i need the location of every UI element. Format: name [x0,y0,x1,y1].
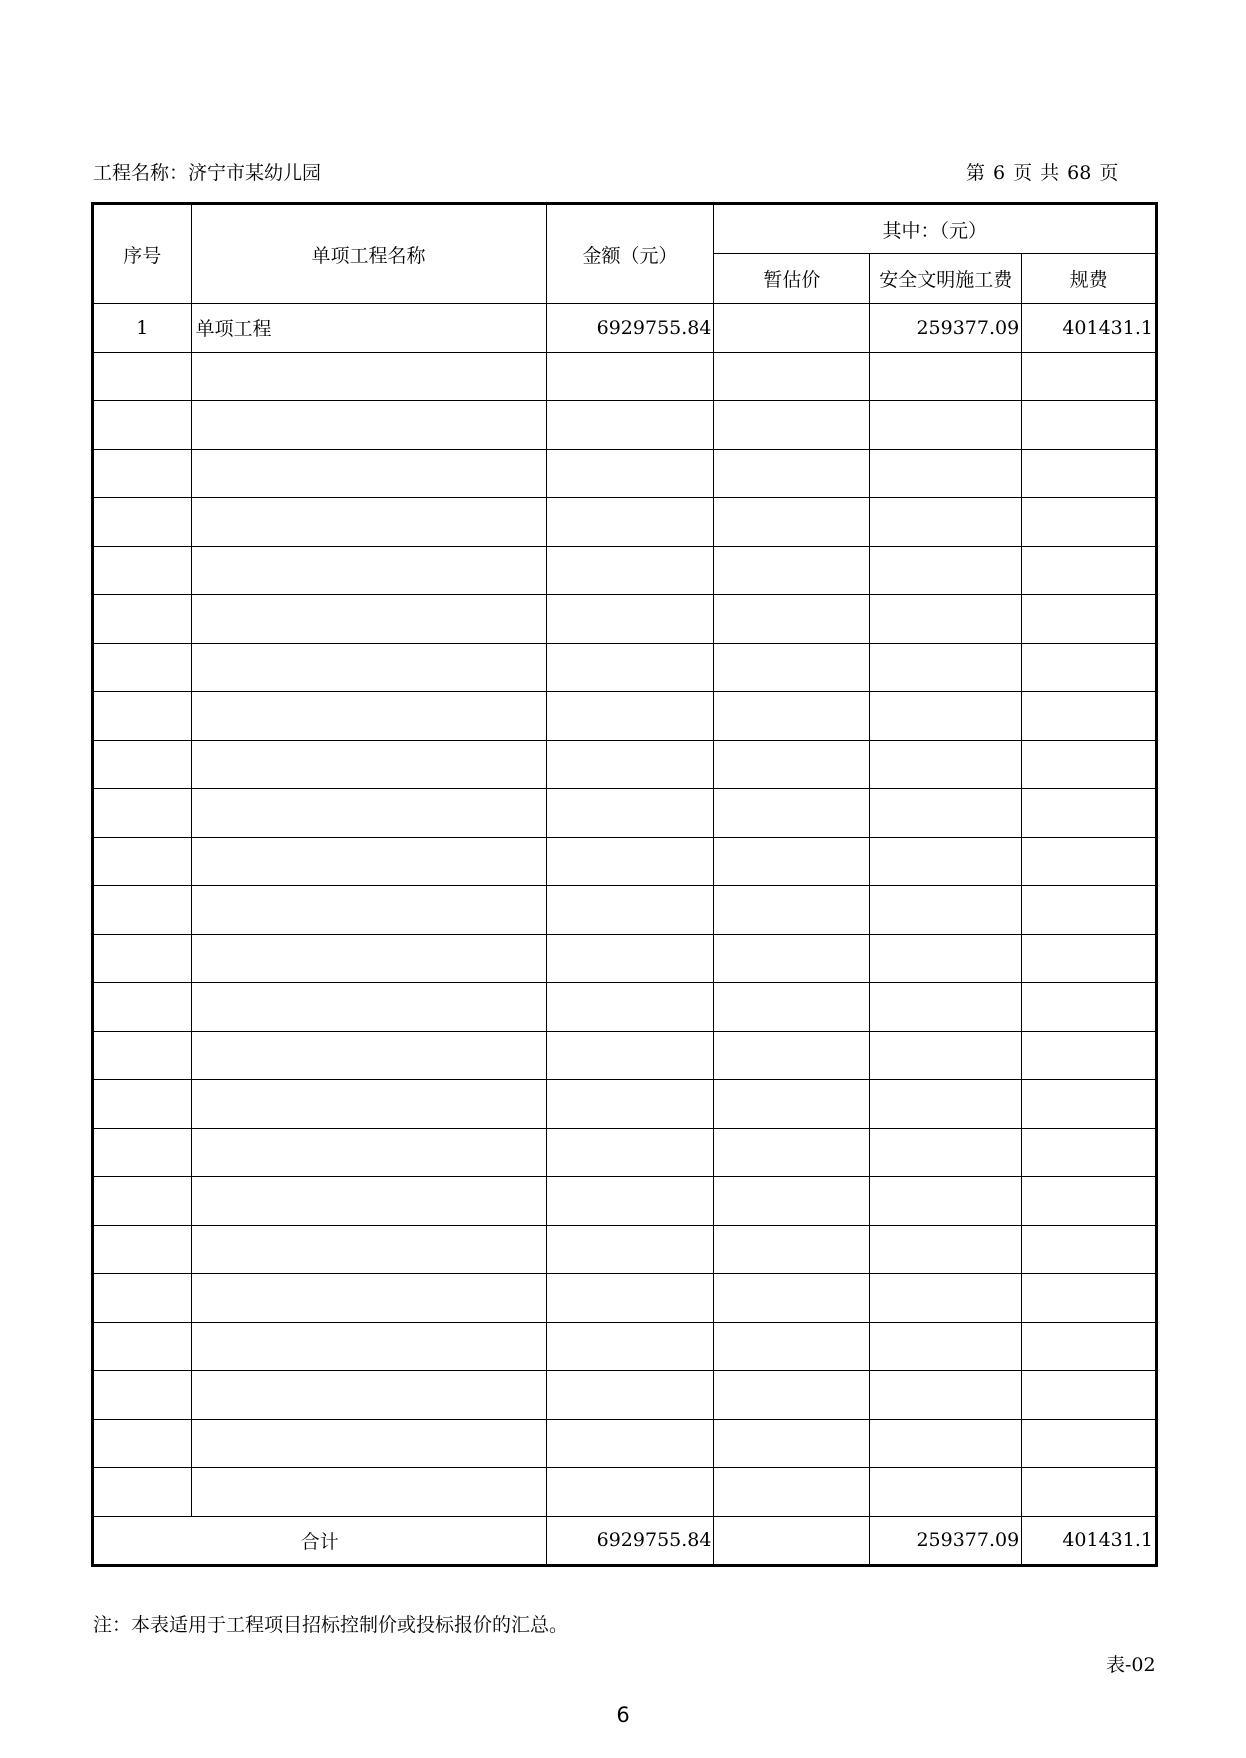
empty-cell [546,837,714,886]
empty-cell [191,1080,546,1129]
empty-cell [1022,983,1157,1032]
empty-cell [93,1128,192,1177]
empty-cell [191,1128,546,1177]
empty-cell [870,1322,1022,1371]
col-header-provisional: 暂估价 [714,254,870,304]
empty-cell [93,934,192,983]
empty-row [93,1468,1157,1517]
empty-cell [714,886,870,935]
empty-cell [191,837,546,886]
col-header-index: 序号 [93,204,192,304]
row-safety: 259377.09 [870,304,1022,353]
empty-cell [1022,1128,1157,1177]
empty-cell [714,934,870,983]
empty-cell [1022,934,1157,983]
empty-cell [714,352,870,401]
empty-cell [191,401,546,450]
empty-cell [191,1031,546,1080]
empty-cell [191,692,546,741]
empty-cell [1022,352,1157,401]
empty-cell [191,1274,546,1323]
empty-cell [546,1080,714,1129]
col-header-amount: 金额（元） [546,204,714,304]
empty-cell [1022,595,1157,644]
empty-cell [191,1419,546,1468]
empty-cell [714,1031,870,1080]
empty-cell [1022,1225,1157,1274]
empty-row [93,1031,1157,1080]
empty-cell [191,546,546,595]
empty-cell [546,595,714,644]
empty-cell [546,983,714,1032]
empty-cell [714,1274,870,1323]
empty-cell [714,1128,870,1177]
empty-row [93,643,1157,692]
empty-cell [191,983,546,1032]
empty-cell [870,1128,1022,1177]
empty-row [93,1177,1157,1226]
empty-cell [1022,401,1157,450]
empty-cell [1022,789,1157,838]
page-indicator [966,158,1126,185]
empty-row [93,352,1157,401]
empty-row [93,886,1157,935]
row-provisional [714,304,870,353]
total-row [93,1516,1157,1566]
empty-row [93,837,1157,886]
form-number: 表-02 [1106,1654,1156,1676]
page-suffix: 页 [1099,162,1119,184]
empty-cell [93,498,192,547]
empty-cell [546,740,714,789]
empty-cell [93,789,192,838]
empty-cell [870,352,1022,401]
empty-cell [191,789,546,838]
empty-cell [1022,449,1157,498]
empty-cell [546,1031,714,1080]
empty-cell [546,352,714,401]
empty-cell [1022,546,1157,595]
empty-cell [714,1371,870,1420]
empty-row [93,498,1157,547]
empty-cell [546,498,714,547]
empty-cell [714,837,870,886]
empty-row [93,1274,1157,1323]
empty-cell [1022,837,1157,886]
empty-cell [191,886,546,935]
empty-cell [714,401,870,450]
empty-cell [546,1128,714,1177]
empty-cell [93,1031,192,1080]
empty-cell [1022,1274,1157,1323]
empty-cell [546,1274,714,1323]
empty-row [93,1419,1157,1468]
empty-cell [546,401,714,450]
empty-cell [714,692,870,741]
empty-cell [93,886,192,935]
empty-cell [93,352,192,401]
empty-cell [191,449,546,498]
empty-cell [1022,692,1157,741]
empty-cell [191,1322,546,1371]
empty-cell [191,1225,546,1274]
total-amount: 6929755.84 [546,1516,714,1566]
empty-cell [870,1177,1022,1226]
empty-cell [714,1080,870,1129]
empty-cell [546,886,714,935]
col-header-fees: 规费 [1022,254,1157,304]
empty-cell [546,1177,714,1226]
empty-cell [93,1177,192,1226]
empty-cell [870,886,1022,935]
empty-cell [870,740,1022,789]
empty-cell [191,643,546,692]
empty-row [93,740,1157,789]
empty-row [93,401,1157,450]
empty-cell [1022,498,1157,547]
empty-cell [546,692,714,741]
empty-cell [714,983,870,1032]
empty-cell [870,692,1022,741]
empty-cell [870,1419,1022,1468]
empty-cell [93,546,192,595]
empty-cell [191,740,546,789]
total-provisional [714,1516,870,1566]
empty-row [93,1128,1157,1177]
empty-cell [1022,643,1157,692]
empty-cell [93,643,192,692]
empty-cell [714,1468,870,1517]
empty-cell [870,934,1022,983]
empty-cell [93,1468,192,1517]
empty-cell [191,352,546,401]
empty-cell [546,449,714,498]
empty-cell [714,595,870,644]
summary-table [91,202,1158,1567]
empty-cell [1022,1419,1157,1468]
empty-row [93,983,1157,1032]
total-fees: 401431.1 [1022,1516,1157,1566]
empty-row [93,595,1157,644]
empty-cell [191,1468,546,1517]
empty-cell [1022,1080,1157,1129]
empty-cell [93,1322,192,1371]
total-label: 合计 [93,1516,547,1566]
empty-row [93,1322,1157,1371]
empty-cell [546,1371,714,1420]
empty-cell [546,643,714,692]
empty-cell [1022,1177,1157,1226]
empty-cell [1022,1371,1157,1420]
empty-cell [714,1419,870,1468]
empty-cell [714,449,870,498]
empty-row [93,934,1157,983]
empty-cell [714,1177,870,1226]
table-note: 注：本表适用于工程项目招标控制价或投标报价的汇总。 [93,1614,569,1636]
empty-cell [1022,1322,1157,1371]
empty-row [93,692,1157,741]
empty-row [93,1225,1157,1274]
empty-cell [714,643,870,692]
empty-cell [1022,740,1157,789]
page-prefix: 第 [966,162,986,184]
empty-row [93,1371,1157,1420]
col-header-safety: 安全文明施工费 [870,254,1022,304]
empty-cell [714,1322,870,1371]
empty-cell [93,1371,192,1420]
empty-cell [714,789,870,838]
empty-row [93,449,1157,498]
empty-cell [870,789,1022,838]
empty-cell [870,1468,1022,1517]
empty-cell [93,1274,192,1323]
page-number: 6 [616,1703,630,1727]
empty-cell [93,595,192,644]
empty-cell [93,983,192,1032]
page-mid: 页 共 [1013,162,1060,184]
empty-cell [546,934,714,983]
empty-cell [93,1080,192,1129]
empty-row [93,789,1157,838]
empty-cell [870,983,1022,1032]
empty-cell [546,546,714,595]
empty-cell [714,546,870,595]
empty-cell [870,1274,1022,1323]
empty-cell [1022,1468,1157,1517]
col-header-name: 单项工程名称 [191,204,546,304]
empty-cell [546,1468,714,1517]
project-name: 工程名称：济宁市某幼儿园 [93,162,322,184]
empty-cell [191,595,546,644]
empty-cell [93,449,192,498]
empty-cell [93,1225,192,1274]
empty-row [93,546,1157,595]
page-total: 68 [1067,162,1092,184]
table-row [93,304,1157,353]
row-amount: 6929755.84 [546,304,714,353]
empty-cell [546,1225,714,1274]
empty-cell [1022,886,1157,935]
col-header-of-which: 其中：（元） [714,204,1157,254]
empty-cell [870,1080,1022,1129]
empty-cell [870,643,1022,692]
empty-cell [870,401,1022,450]
empty-cell [870,546,1022,595]
page-current: 6 [993,162,1006,184]
empty-cell [714,498,870,547]
empty-cell [191,1177,546,1226]
empty-cell [93,740,192,789]
empty-cell [1022,1031,1157,1080]
empty-cell [870,1371,1022,1420]
empty-cell [546,789,714,838]
empty-cell [93,837,192,886]
empty-cell [714,1225,870,1274]
empty-cell [191,498,546,547]
row-name: 单项工程 [191,304,546,353]
empty-cell [546,1322,714,1371]
row-index: 1 [93,304,192,353]
empty-cell [870,837,1022,886]
empty-cell [191,934,546,983]
empty-cell [870,595,1022,644]
empty-cell [93,692,192,741]
empty-cell [870,1031,1022,1080]
empty-cell [191,1371,546,1420]
empty-cell [714,740,870,789]
empty-cell [546,1419,714,1468]
empty-row [93,1080,1157,1129]
empty-cell [870,1225,1022,1274]
empty-cell [93,401,192,450]
empty-cell [870,498,1022,547]
total-safety: 259377.09 [870,1516,1022,1566]
empty-cell [870,449,1022,498]
empty-cell [93,1419,192,1468]
row-fees: 401431.1 [1022,304,1157,353]
